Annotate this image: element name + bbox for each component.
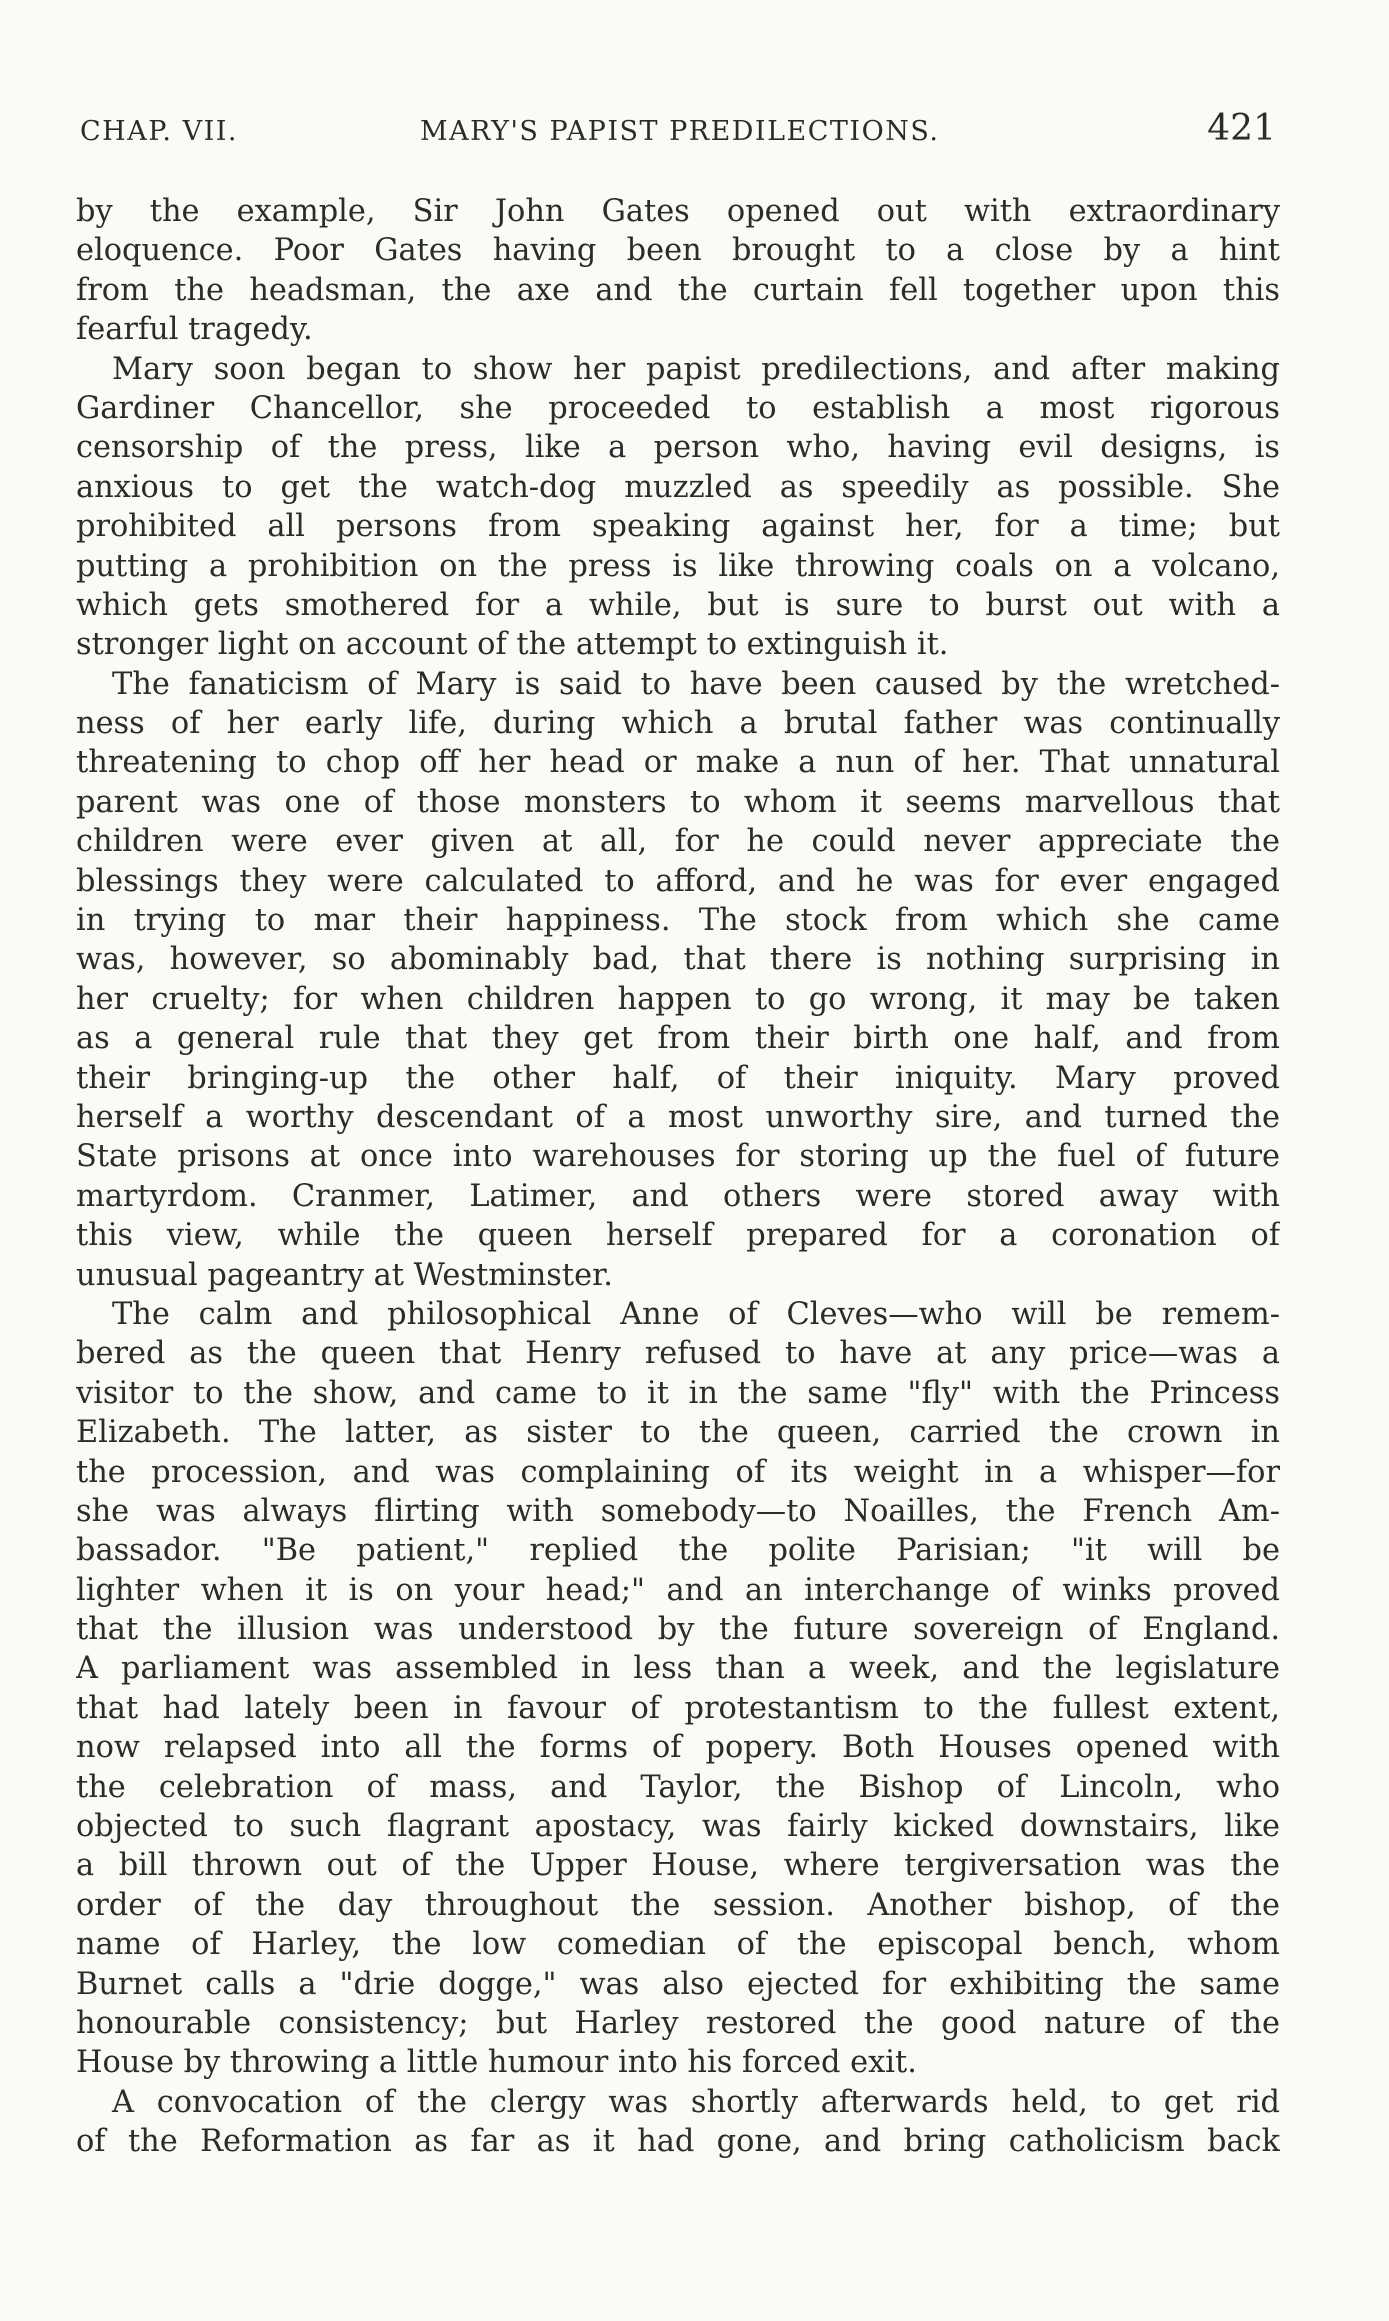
text-line: visitor to the show, and came to it in the same "fly" with the Princess [76,1375,1280,1411]
paragraph-first-line: A convocation of the clergy was shortly afterwards held, to get rid [112,2084,1280,2120]
text-line: ness of her early life, during which a brutal father was continually [76,706,1280,742]
text-line: that had lately been in favour of protestantism to the fullest extent, [76,1690,1280,1726]
text-line: in trying to mar their happiness. The stock from which she came [76,903,1280,939]
text-line: anxious to get the watch-dog muzzled as speedily as possible. She [76,469,1280,505]
text-line: fearful tragedy. [76,312,313,348]
text-line: A parliament was assembled in less than a week, and the legislature [76,1651,1280,1687]
text-line: the procession, and was complaining of its weight in a whisper—for [76,1454,1280,1490]
text-line: eloquence. Poor Gates having been brought to a close by a hint [76,233,1280,269]
text-line: of the Reformation as far as it had gone, and bring catholicism back [76,2124,1280,2160]
text-line: objected to such flagrant apostacy, was fairly kicked downstairs, like [76,1809,1280,1845]
text-line: honourable consistency; but Harley restored the good nature of the [76,2005,1280,2041]
text-line: as a general rule that they get from their birth one half, and from [76,1021,1280,1057]
text-line: bassador. "Be patient," replied the polite Parisian; "it will be [76,1533,1280,1569]
text-line: parent was one of those monsters to whom it seems marvellous that [76,784,1280,820]
text-line: a bill thrown out of the Upper House, where tergiversation was the [76,1848,1280,1884]
text-line: this view, while the queen herself prepared for a coronation of [76,1218,1280,1254]
text-line: unusual pageantry at Westminster. [76,1257,613,1293]
paragraph-first-line: The fanaticism of Mary is said to have been caused by the wretched- [112,666,1280,702]
running-head [80,108,1276,154]
text-line: threatening to chop off her head or make a nun of her. That unnatural [76,745,1280,781]
text-line: children were ever given at all, for he could never appreciate the [76,824,1280,860]
text-line: House by throwing a little humour into his forced exit. [76,2045,917,2081]
body-text [76,192,1280,2202]
page-number: 421 [1207,108,1276,149]
text-line: now relapsed into all the forms of popery. Both Houses opened with [76,1730,1280,1766]
text-line: blessings they were calculated to afford, and he was for ever engaged [76,863,1280,899]
text-line: order of the day throughout the session. Another bishop, of the [76,1887,1280,1923]
paragraph-first-line: The calm and philosophical Anne of Cleves—who will be remem- [112,1296,1280,1332]
text-line: State prisons at once into warehouses for storing up the fuel of future [76,1139,1280,1175]
text-line: Burnet calls a "drie dogge," was also ejected for exhibiting the same [76,1966,1280,2002]
text-line: censorship of the press, like a person who, having evil designs, is [76,430,1280,466]
text-line: lighter when it is on your head;" and an interchange of winks proved [76,1572,1280,1608]
text-line: Elizabeth. The latter, as sister to the queen, carried the crown in [76,1415,1280,1451]
text-line: her cruelty; for when children happen to go wrong, it may be taken [76,981,1280,1017]
chapter-label: CHAP. VII. [80,116,238,147]
text-line: name of Harley, the low comedian of the episcopal bench, whom [76,1927,1280,1963]
text-line: that the illusion was understood by the future sovereign of England. [76,1612,1280,1648]
text-line: Gardiner Chancellor, she proceeded to establish a most rigorous [76,390,1280,426]
text-line: stronger light on account of the attempt to extinguish it. [76,627,949,663]
text-line: which gets smothered for a while, but is sure to burst out with a [76,587,1280,623]
text-line: bered as the queen that Henry refused to have at any price—was a [76,1336,1280,1372]
paragraph-first-line: by the example, Sir John Gates opened out with extraordinary [76,194,1280,229]
text-line: herself a worthy descendant of a most unworthy sire, and turned the [76,1099,1280,1135]
text-line: was, however, so abominably bad, that there is nothing surprising in [76,942,1280,978]
text-line: prohibited all persons from speaking against her, for a time; but [76,509,1280,545]
text-line: the celebration of mass, and Taylor, the Bishop of Lincoln, who [76,1769,1280,1805]
text-line: martyrdom. Cranmer, Latimer, and others were stored away with [76,1178,1280,1214]
text-line: their bringing-up the other half, of their iniquity. Mary proved [76,1060,1280,1096]
running-title: MARY'S PAPIST PREDILECTIONS. [420,116,940,147]
paragraph-first-line: Mary soon began to show her papist predilections, and after making [112,351,1280,387]
text-line: she was always flirting with somebody—to Noailles, the French Am- [76,1493,1280,1529]
text-line: from the headsman, the axe and the curtain fell together upon this [76,272,1280,308]
text-line: putting a prohibition on the press is like throwing coals on a volcano, [76,548,1280,584]
